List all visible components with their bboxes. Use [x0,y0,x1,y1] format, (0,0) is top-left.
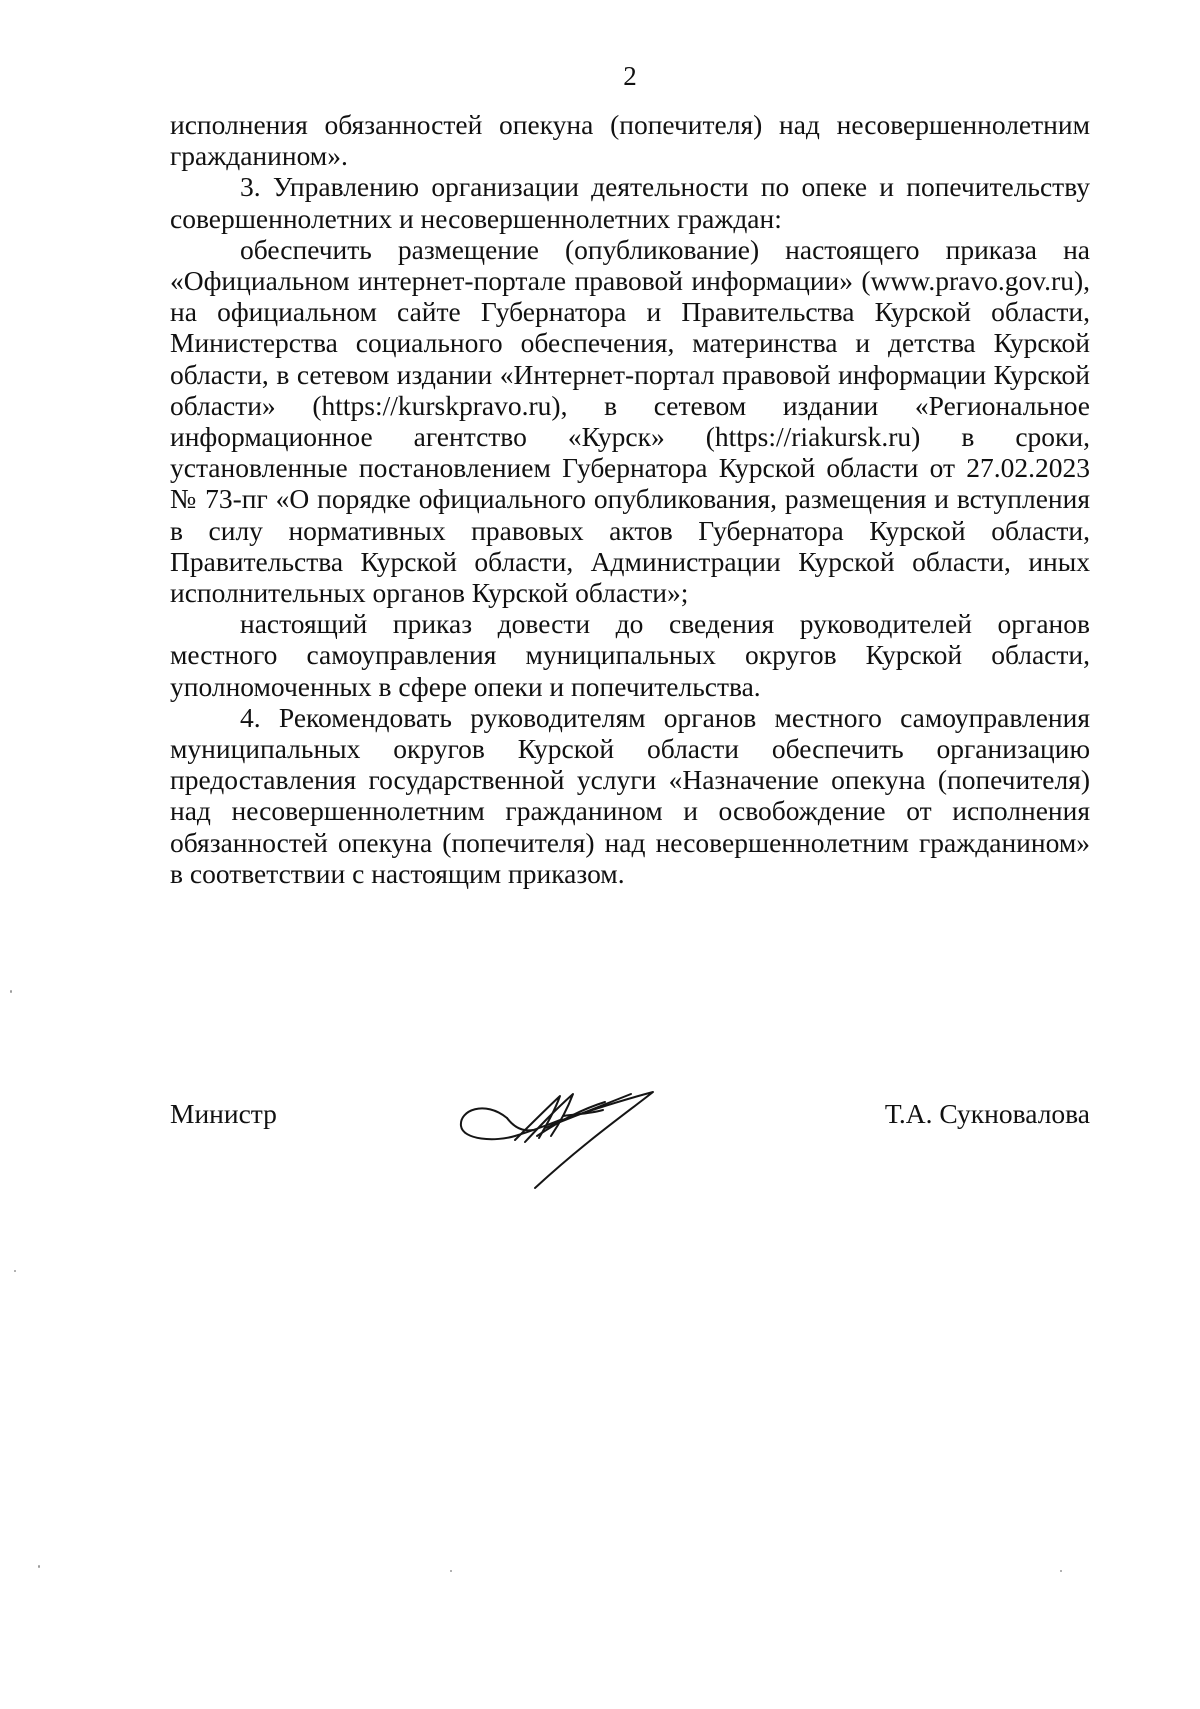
paragraph-item-3: 3. Управлению организации деятельности по опеке и попечительству совершеннолетних и несовершеннолетних граждан: [170,171,1090,234]
paragraph-item-4: 4. Рекомендовать руководителям органов местного самоуправления муниципальных округов Курской области обеспечить организацию предоставления государственной услуги «Назначение опекуна (попечителя) над несовершеннолетним гражданином и освобождение от исполнения обязанностей опекуна (попечителя) над несовершеннолетним гражданином» в соответствии с настоящим приказом. [170,701,1090,889]
scan-speck [14,1270,16,1272]
handwritten-signature [455,1080,670,1190]
paragraph-continuation: исполнения обязанностей опекуна (попечителя) над несовершеннолетним гражданином». [170,109,1090,172]
paragraph-publication: обеспечить размещение (опубликование) настоящего приказа на «Официальном интернет-портале правовой информации» (www.pravo.gov.ru), на официальном сайте Губернатора и Правительства Курской области, Министерства социального обеспечения, материнства и детства Курской области, в сетевом издании «Интернет-портал правовой информации Курской области» (https://kurskpravo.ru), в сетевом издании «Региональное информационное агентство «Курск» (https://riakursk.ru) в сроки, установленные постановлением Губернатора Курской области от 27.02.2023 № 73-пг «О порядке официального опубликования, размещения и вступления в силу нормативных правовых актов Губернатора Курской области, Правительства Курской области, Администрации Курской области, иных исполнительных органов Курской области»; [170,233,1090,609]
scan-speck [10,990,12,993]
scan-speck [38,1565,40,1568]
page-number: 2 [623,61,637,91]
document-body [170,109,1090,889]
signatory-name: Т.А. Сукновалова [884,1098,1090,1129]
paragraph-notify: настоящий приказ довести до сведения руководителей органов местного самоуправления муниципальных округов Курской области, уполномоченных в сфере опеки и попечительства. [170,608,1090,702]
scan-speck [450,1570,452,1572]
scan-speck [1060,1570,1062,1572]
signatory-title: Министр [170,1098,277,1129]
